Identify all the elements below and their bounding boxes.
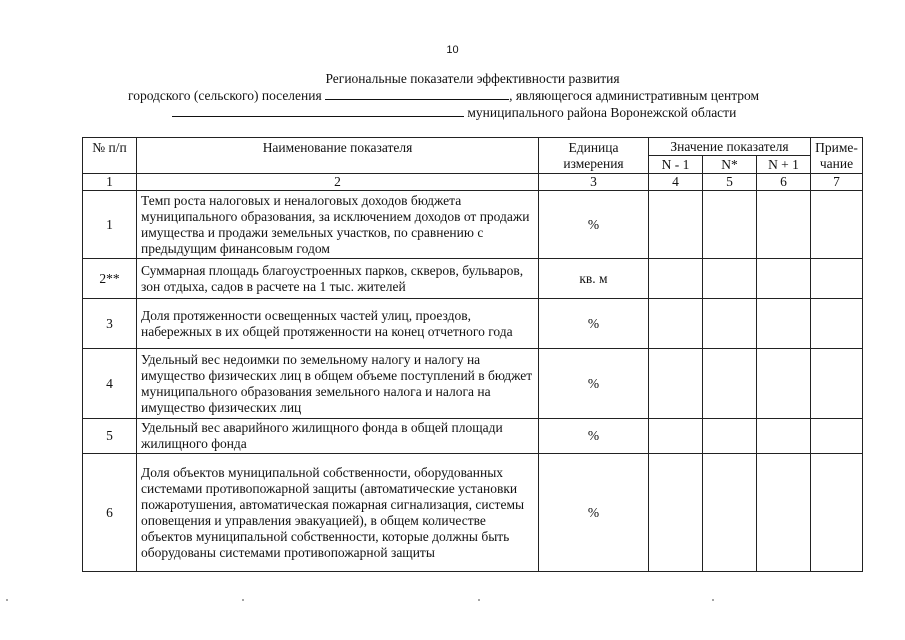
header-num: № п/п xyxy=(83,138,137,174)
heading-line-2-prefix: городского (сельского) поселения xyxy=(128,88,322,103)
column-number: 6 xyxy=(757,174,811,191)
indicator-name: Удельный вес аварийного жилищного фонда в общей площади жилищного фонда xyxy=(137,419,539,454)
table-row xyxy=(83,191,863,259)
table-row xyxy=(83,419,863,454)
indicator-unit: % xyxy=(539,454,649,572)
scan-dot xyxy=(478,599,480,601)
note-cell xyxy=(811,419,863,454)
header-n-star: N* xyxy=(703,156,757,174)
note-cell xyxy=(811,349,863,419)
header-value-group: Значение показателя xyxy=(649,138,811,156)
header-n-minus-1: N - 1 xyxy=(649,156,703,174)
indicator-name: Суммарная площадь благоустроенных парков, скверов, бульваров, зон отдыха, садов в расчете на 1 тыс. жителей xyxy=(137,259,539,299)
column-number: 4 xyxy=(649,174,703,191)
scan-dot xyxy=(712,599,714,601)
row-number: 4 xyxy=(83,349,137,419)
value-n-plus-1-cell xyxy=(757,454,811,572)
settlement-name-blank xyxy=(325,87,509,100)
row-number: 1 xyxy=(83,191,137,259)
heading-line-3-suffix: муниципального района Воронежской области xyxy=(467,105,737,120)
district-name-blank xyxy=(172,104,464,117)
value-n-minus-1-cell xyxy=(649,299,703,349)
indicator-unit: кв. м xyxy=(539,259,649,299)
column-number: 5 xyxy=(703,174,757,191)
column-number: 1 xyxy=(83,174,137,191)
value-n-minus-1-cell xyxy=(649,349,703,419)
indicators-table xyxy=(82,137,863,572)
value-n-star-cell xyxy=(703,299,757,349)
heading-line-3 xyxy=(0,104,905,121)
value-n-plus-1-cell xyxy=(757,299,811,349)
column-number: 7 xyxy=(811,174,863,191)
value-n-star-cell xyxy=(703,191,757,259)
value-n-plus-1-cell xyxy=(757,349,811,419)
value-n-minus-1-cell xyxy=(649,259,703,299)
header-row-1 xyxy=(83,138,863,156)
table-row xyxy=(83,454,863,572)
value-n-plus-1-cell xyxy=(757,191,811,259)
header-unit: Единица измерения xyxy=(539,138,649,174)
row-number: 2** xyxy=(83,259,137,299)
indicator-name: Доля объектов муниципальной собственности, оборудованных системами противопожарной защиты (автоматические установки пожаротушения, автоматическая пожарная сигнализация, системы оповещения и управления эвакуацией), в общем количестве объектов муниципальной собственности, которые должны быть оборудованы системами противопожарной защиты xyxy=(137,454,539,572)
heading-line-1: Региональные показатели эффективности развития xyxy=(325,71,620,86)
indicator-name: Удельный вес недоимки по земельному налогу и налогу на имущество физических лиц в общем объеме поступлений в бюджет муниципального образования земельного налога и налога на имущество физических лиц xyxy=(137,349,539,419)
indicator-unit: % xyxy=(539,419,649,454)
heading-line-2-suffix: , являющегося административным центром xyxy=(509,88,760,103)
row-number: 3 xyxy=(83,299,137,349)
scan-dot xyxy=(242,599,244,601)
table-row xyxy=(83,349,863,419)
value-n-plus-1-cell xyxy=(757,259,811,299)
note-cell xyxy=(811,191,863,259)
header-note: Приме-чание xyxy=(811,138,863,174)
row-number: 6 xyxy=(83,454,137,572)
indicator-name: Темп роста налоговых и неналоговых доходов бюджета муниципального образования, за исключением доходов от продажи имущества и продажи земельных участков, по сравнению с предыдущим финансовым годом xyxy=(137,191,539,259)
value-n-minus-1-cell xyxy=(649,419,703,454)
value-n-star-cell xyxy=(703,349,757,419)
header-name: Наименование показателя xyxy=(137,138,539,174)
page-number: 10 xyxy=(446,44,459,56)
value-n-plus-1-cell xyxy=(757,419,811,454)
indicator-name: Доля протяженности освещенных частей улиц, проездов, набережных в их общей протяженности на конец отчетного года xyxy=(137,299,539,349)
table-row xyxy=(83,259,863,299)
value-n-star-cell xyxy=(703,259,757,299)
heading-line-2 xyxy=(0,87,905,104)
header-n-plus-1: N + 1 xyxy=(757,156,811,174)
indicator-unit: % xyxy=(539,349,649,419)
value-n-minus-1-cell xyxy=(649,454,703,572)
value-n-star-cell xyxy=(703,419,757,454)
table-row xyxy=(83,299,863,349)
note-cell xyxy=(811,259,863,299)
column-number: 2 xyxy=(137,174,539,191)
document-heading xyxy=(0,70,905,121)
scan-dots xyxy=(0,599,905,603)
indicator-unit: % xyxy=(539,299,649,349)
indicator-unit: % xyxy=(539,191,649,259)
column-number: 3 xyxy=(539,174,649,191)
note-cell xyxy=(811,299,863,349)
column-number-row xyxy=(83,174,863,191)
value-n-star-cell xyxy=(703,454,757,572)
note-cell xyxy=(811,454,863,572)
value-n-minus-1-cell xyxy=(649,191,703,259)
scan-dot xyxy=(6,599,8,601)
row-number: 5 xyxy=(83,419,137,454)
